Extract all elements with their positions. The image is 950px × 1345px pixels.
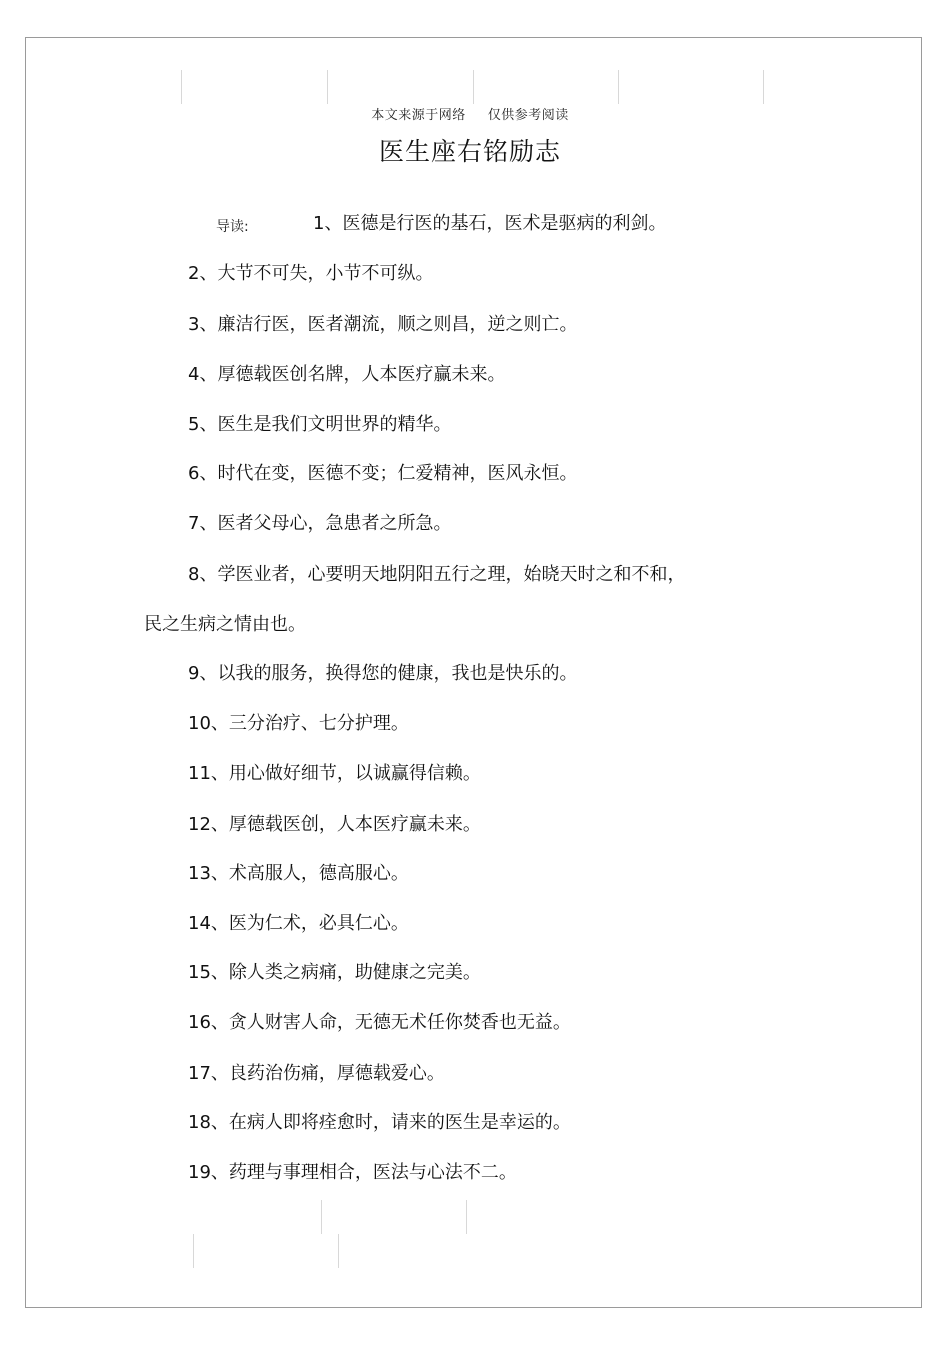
header-tick [181,70,182,104]
page-title: 医生座右铭励志 [378,137,561,166]
text-line: 5、医生是我们文明世界的精华。 [188,414,452,435]
footer-tick [338,1234,339,1268]
lead-label: 导读: [216,219,249,235]
text-line: 民之生病之情由也。 [144,614,306,635]
text-line: 11、用心做好细节，以诚赢得信赖。 [188,763,481,784]
footer-tick [193,1234,194,1268]
text-line: 3、廉洁行医，医者潮流，顺之则昌，逆之则亡。 [188,314,578,335]
text-line: 1、医德是行医的基石，医术是驱病的利剑。 [313,213,667,234]
source-note: 本文来源于网络 [371,108,466,123]
header-note [0,104,940,123]
text-line: 19、药理与事理相合，医法与心法不二。 [188,1162,517,1183]
text-line: 14、医为仁术，必具仁心。 [188,913,409,934]
text-line: 10、三分治疗、七分护理。 [188,713,409,734]
footer-tick [321,1200,322,1234]
text-line: 8、学医业者，心要明天地阴阳五行之理，始晓天时之和不和， [188,564,686,585]
header-tick [473,70,474,104]
text-line: 9、以我的服务，换得您的健康，我也是快乐的。 [188,663,578,684]
text-line: 12、厚德载医创，人本医疗赢未来。 [188,814,481,835]
footer-tick [466,1200,467,1234]
text-line: 18、在病人即将痊愈时，请来的医生是幸运的。 [188,1112,571,1133]
reading-note: 仅供参考阅读 [487,108,569,123]
header-tick [618,70,619,104]
text-line: 6、时代在变，医德不变；仁爱精神，医风永恒。 [188,463,578,484]
text-line: 17、良药治伤痛，厚德载爱心。 [188,1063,445,1084]
text-line: 13、术高服人，德高服心。 [188,863,409,884]
text-line: 2、大节不可失，小节不可纵。 [188,263,434,284]
header-tick [327,70,328,104]
text-line: 16、贪人财害人命，无德无术任你焚香也无益。 [188,1012,571,1033]
text-line: 15、除人类之病痛，助健康之完美。 [188,962,481,983]
text-line: 7、医者父母心，急患者之所急。 [188,513,452,534]
header-tick [763,70,764,104]
text-line: 4、厚德载医创名牌，人本医疗赢未来。 [188,364,506,385]
